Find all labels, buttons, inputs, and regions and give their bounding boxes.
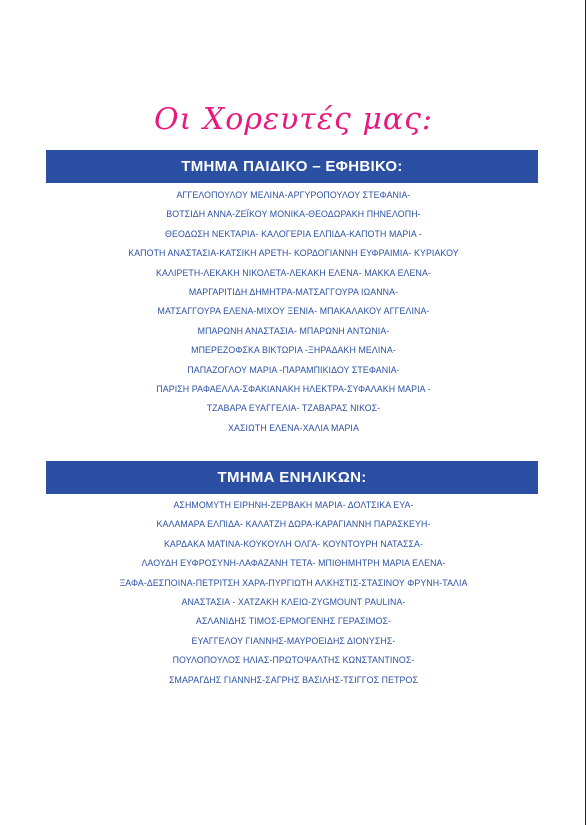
- dancer-line: ΚΑΛΑΜΑΡΑ ΕΛΠΙΔΑ- ΚΑΛΑΤΖΗ ΔΩΡΑ-ΚΑΡΑΓΙΑΝΝΗ ΠΑΡΑΣΚΕΥΗ-: [156, 519, 431, 530]
- section-heading-adults: ΤΜΗΜΑ ΕΝΗΛΙΚΩΝ:: [46, 461, 538, 494]
- dancer-line: ΕΥΑΓΓΕΛΟΥ ΓΙΑΝΝΗΣ-ΜΑΥΡΟΕΙΔΗΣ ΔΙΟΝΥΣΗΣ-: [191, 635, 396, 646]
- dancer-line: ΑΣΛΑΝΙΔΗΣ ΤΙΜΟΣ-ΕΡΜΟΓΕΝΗΣ ΓΕΡΑΣΙΜΟΣ-: [195, 616, 392, 627]
- dancer-line: ΧΑΣΙΩΤΗ ΕΛΕΝΑ-ΧΑΛΙΑ ΜΑΡΙΑ: [228, 422, 359, 433]
- dancer-line: ΣΜΑΡΑΓΔΗΣ ΓΙΑΝΝΗΣ-ΣΑΓΡΗΣ ΒΑΣΙΛΗΣ-ΤΣΙΓΓΟΣ ΠΕΤΡΟΣ: [168, 674, 419, 685]
- dancer-line: ΑΣΗΜΟΜΥΤΗ ΕΙΡΗΝΗ-ΖΕΡΒΑΚΗ ΜΑΡΙΑ- ΔΟΛΤΣΙΚΑ ΕΥΑ-: [173, 500, 414, 510]
- section-heading-children-teens: ΤΜΗΜΑ ΠΑΙΔΙΚΟ – ΕΦΗΒΙΚΟ:: [46, 150, 538, 183]
- dancer-line: ΜΠΕΡΕΖΟΦΣΚΑ ΒΙΚΤΩΡΙΑ -ΞΗΡΑΔΑΚΗ ΜΕΛΙΝΑ-: [191, 345, 396, 356]
- dancer-line: ΚΑΠΟΤΗ ΑΝΑΣΤΑΣΙΑ-ΚΑΤΣΙΚΗ ΑΡΕΤΗ- ΚΟΡΔΟΓΙΑΝΝΗ ΕΥΦΡΑΙΜΙΑ- ΚΥΡΙΑΚΟΥ: [128, 248, 459, 259]
- dancer-line: ΜΑΡΓΑΡΙΤΙΔΗ ΔΗΜΗΤΡΑ-ΜΑΤΣΑΓΓΟΥΡΑ ΙΩΑΝΝΑ-: [188, 286, 399, 297]
- dancer-line: ΠΑΡΙΣΗ ΡΑΦΑΕΛΛΑ-ΣΦΑΚΙΑΝΑΚΗ ΗΛΕΚΤΡΑ-ΣΥΦΑΛΑΚΗ ΜΑΡΙΑ -: [156, 383, 431, 394]
- dancer-line: ΤΖΑΒΑΡΑ ΕΥΑΓΓΕΛΙΑ- ΤΖΑΒΑΡΑΣ ΝΙΚΟΣ-: [206, 403, 381, 414]
- adults-dancer-list: [0, 496, 587, 690]
- dancer-line: ΚΑΛΙΡΕΤΗ-ΛΕΚΑΚΗ ΝΙΚΟΛΕΤΑ-ΛΕΚΑΚΗ ΕΛΕΝΑ- ΜΑΚΚΑ ΕΛΕΝΑ-: [156, 267, 431, 278]
- dancer-line: ΛΑΟΥΔΗ ΕΥΦΡΟΣΥΝΗ-ΛΑΦΑΖΑΝΗ ΤΕΤΑ- ΜΠΙΘΗΜΗΤΡΗ ΜΑΡΙΑ ΕΛΕΝΑ-: [141, 558, 446, 569]
- dancer-line: ΜΑΤΣΑΓΓΟΥΡΑ ΕΛΕΝΑ-ΜΙΧΟΥ ΞΕΝΙΑ- ΜΠΑΚΑΛΑΚΟΥ ΑΓΓΕΛΙΝΑ-: [157, 306, 430, 317]
- children-teens-dancer-list: [0, 186, 587, 438]
- dancer-line: ΘΕΟΔΩΣΗ ΝΕΚΤΑΡΙΑ- ΚΑΛΟΓΕΡΙΑ ΕΛΠΙΔΑ-ΚΑΠΟΤΗ ΜΑΡΙΑ -: [165, 228, 422, 239]
- dancer-line: ΑΝΑΣΤΑΣΙΑ - ΧΑΤΖΑΚΗ ΚΛΕΙΩ-ZYGMOUNT PAULINA-: [181, 596, 406, 607]
- dancer-line: ΠΑΠΑΖΟΓΛΟΥ ΜΑΡΙΑ -ΠΑΡΑΜΠΙΚΙΔΟΥ ΣΤΕΦΑΝΙΑ-: [187, 364, 400, 375]
- dancer-line: ΚΑΡΔΑΚΑ ΜΑΤΙΝΑ-ΚΟΥΚΟΥΛΗ ΟΛΓΑ- ΚΟΥΝΤΟΥΡΗ ΝΑΤΑΣΣΑ-: [163, 538, 424, 549]
- page-title: Οι Χορευτές μας:: [154, 102, 433, 137]
- dancer-line: ΞΑΦΑ-ΔΕΣΠΟΙΝΑ-ΠΕΤΡΙΤΣΗ ΧΑΡΑ-ΠΥΡΓΙΩΤΗ ΑΛΚΗΣΤΙΣ-ΣΤΑΣΙΝΟΥ ΦΡΥΝΗ-ΤΑΛΙΑ: [119, 577, 468, 588]
- dancer-line: ΠΟΥΛΟΠΟΥΛΟΣ ΗΛΙΑΣ-ΠΡΩΤΟΨΑΛΤΗΣ ΚΩΝΣΤΑΝΤΙΝΟΣ-: [172, 655, 415, 666]
- dancer-line: ΜΠΑΡΩΝΗ ΑΝΑΣΤΑΣΙΑ- ΜΠΑΡΩΝΗ ΑΝΤΩΝΙΑ-: [197, 325, 390, 336]
- dancer-line: ΑΓΓΕΛΟΠΟΥΛΟΥ ΜΕΛΙΝΑ-ΑΡΓΥΡΟΠΟΥΛΟΥ ΣΤΕΦΑΝΙΑ-: [176, 190, 411, 200]
- dancer-line: ΒΟΤΣΙΔΗ ΑΝΝΑ-ΖΕΪΚΟΥ ΜΟΝΙΚΑ-ΘΕΟΔΩΡΑΚΗ ΠΗΝΕΛΟΠΗ-: [166, 209, 421, 220]
